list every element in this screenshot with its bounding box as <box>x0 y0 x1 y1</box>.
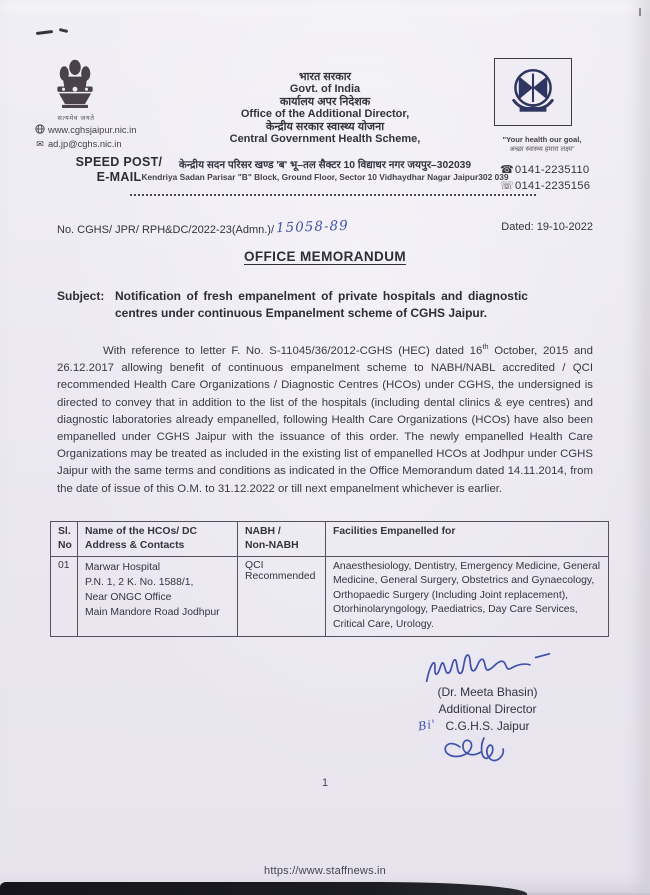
org-line: Office of the Additional Director, <box>240 108 410 121</box>
fax-number-line <box>500 178 626 195</box>
website-text: www.cghsjaipur.nic.in <box>48 124 137 135</box>
cell-nabh-status: QCI Recommended <box>238 557 326 637</box>
empanelment-table <box>50 521 609 637</box>
header-name-address: Name of the HCOs/ DC Address & Contacts <box>78 522 238 557</box>
table-header-row <box>51 522 609 557</box>
org-line: भारत सरकार <box>298 71 352 83</box>
org-line: Govt. of India <box>289 83 361 96</box>
signature-block <box>400 648 575 769</box>
cghs-logo-icon <box>494 58 572 126</box>
cell-sl-no: 01 <box>51 557 78 637</box>
org-line: केन्द्रीय सरकार स्वास्थ्य योजना <box>265 120 385 133</box>
fax-icon: ☏ <box>500 180 514 192</box>
document-title: OFFICE MEMORANDUM <box>243 249 407 264</box>
body-paragraph <box>57 343 593 498</box>
email-text: ad.jp@cghs.nic.in <box>48 138 122 149</box>
signatory-office: C.G.H.S. Jaipur <box>445 719 530 733</box>
reference-number-printed: No. CGHS/ JPR/ RPH&DC/2022-23(Admn.)/ <box>57 224 275 236</box>
slogan-english: "Your health our goal, <box>502 135 582 144</box>
reference-number-handwritten: 15058-89 <box>275 217 349 237</box>
slogan <box>490 135 594 154</box>
letterhead-right <box>490 58 626 195</box>
footer-watermark-url: https://www.staffnews.in <box>264 865 386 877</box>
emblem-caption: सत्यमेव जयते <box>57 115 95 122</box>
dispatch-line-1: SPEED POST/ <box>75 155 163 169</box>
signatory-designation: Additional Director <box>438 702 537 716</box>
hospital-name: Marwar Hospital <box>85 562 161 573</box>
letterhead-center <box>160 71 490 145</box>
dispatch-line-2: E-MAIL <box>96 170 142 184</box>
reference-row <box>57 217 593 237</box>
cell-facilities: Anaesthesiology, Dentistry, Emergency Medicine, General Medicine, General Surgery, Obstetrics and Gynaecology, Orthopaedic Surgery (Including Joint replacement), Otorhinolaryngology, Paediatrics, Day Care Services, Critical Care, Urology. <box>326 557 609 637</box>
table-row <box>51 557 609 637</box>
phone-number: 0141-2235110 <box>514 163 590 176</box>
subject-line-1: Notification of fresh empanelment of private hospitals and diagnostic <box>115 289 528 303</box>
header-sl-no: Sl. No <box>51 522 78 557</box>
org-line: Central Government Health Scheme, <box>229 133 421 146</box>
staple-mark <box>59 28 68 33</box>
dashed-separator <box>130 194 536 196</box>
globe-icon <box>34 124 46 137</box>
ashoka-emblem-icon <box>52 58 98 112</box>
hospital-address-line: Main Mandore Road Jodhpur <box>85 607 220 618</box>
body-text-part2: October, 2015 and 26.12.2017 allowing benefit of continuous empanelment scheme to NABH/NABL accredited / QCI recommended Health Care Organizations / Diagnostic Centres (HCOs) under CGHS, the undersigned is directed to convey that in addition to the list of the hospitals (including dental clinics & eye centres) and diagnostic laboratories already empanelled, following Health Care Organizations (HCOs) have also been empanelled under CGHS Jaipur with the issuance of this order. The newly empanelled Health Care Organizations may be treated as included in the existing list of empanelled HCOs at Jodhpur under CGHS Jaipur with the same terms and conditions as indicated in the Office Memorandum dated 14.11.2014, from the date of issue of this O.M. to 31.12.2022 or till next empanelment whichever is earlier. <box>57 345 593 495</box>
fax-number: 0141-2235156 <box>514 180 591 192</box>
signature-scribble-icon <box>438 733 516 769</box>
signatory-name: (Dr. Meeta Bhasin) <box>437 685 538 699</box>
envelope-icon: ✉ <box>36 138 44 149</box>
contact-numbers <box>490 162 626 195</box>
header-nabh: NABH / Non-NABH <box>238 522 326 557</box>
address-hindi: केन्द्रीय सदन परिसर खण्ड 'ब' भू–तल सैक्टर 10 विद्याधर नगर जयपुर–302039 <box>178 160 472 171</box>
header-facilities: Facilities Empanelled for <box>326 522 609 557</box>
signatory-office-line <box>400 718 575 735</box>
scan-shadow-band <box>0 882 527 895</box>
subject-line-2: centres under continuous Empanelment scheme of CGHS Jaipur. <box>115 305 488 320</box>
office-address <box>95 159 555 183</box>
signature-scribble-icon <box>419 644 557 689</box>
handwritten-initials: Bi' <box>416 716 438 734</box>
address-english: Kendriya Sadan Parisar "B" Block, Ground Floor, Sector 10 Vidhaydhar Nagar Jaipur302 039 <box>141 172 509 182</box>
ordinal-superscript: th <box>482 342 489 352</box>
phone-number-line <box>500 162 626 179</box>
phone-icon: ☎ <box>500 163 514 176</box>
subject-text <box>115 288 594 321</box>
org-line: कार्यालय अपर निदेशक <box>279 95 371 108</box>
hospital-address-line: Near ONGC Office <box>85 592 172 603</box>
body-text-part1: With reference to letter F. No. S-11045/36/2012-CGHS (HEC) dated 16 <box>103 345 483 357</box>
staple-mark <box>36 30 53 35</box>
hospital-address-line: P.N. 1, 2 K. No. 1588/1, <box>85 577 194 588</box>
subject-label: Subject: <box>57 289 105 303</box>
subject-block <box>57 288 594 321</box>
reference-number <box>57 217 349 237</box>
page-number: 1 <box>321 777 329 789</box>
document-date: Dated: 19-10-2022 <box>501 221 593 233</box>
cell-name-address <box>78 557 238 637</box>
slogan-hindi: अच्छा स्वास्थ्य हमारा लक्ष्य" <box>509 145 575 153</box>
scan-edge-mark <box>639 8 641 16</box>
